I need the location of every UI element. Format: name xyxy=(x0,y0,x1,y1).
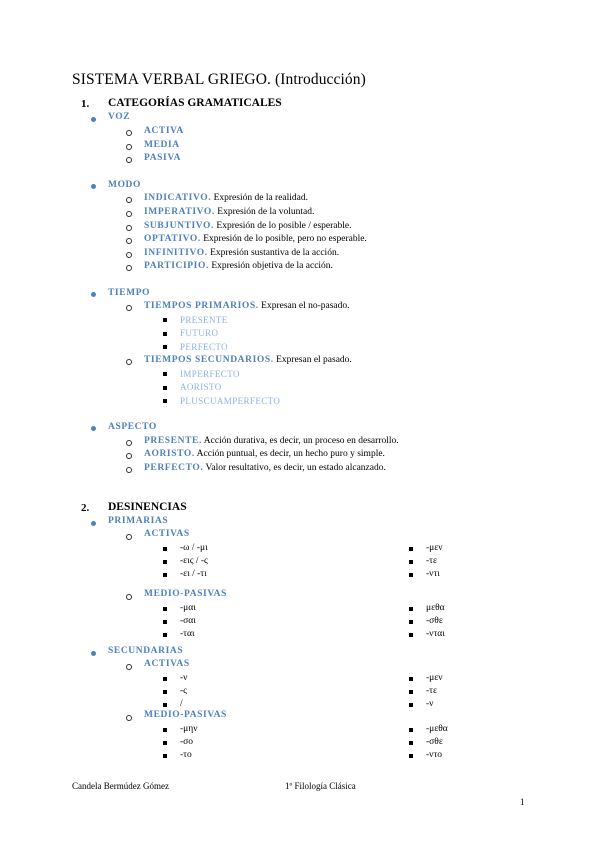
modo-item: SUBJUNTIVO. Expresión de lo posible / esperable. xyxy=(144,221,352,231)
ending-left: -ει / -τι xyxy=(180,569,207,579)
bullet-square-icon xyxy=(163,318,167,322)
bullet-square-icon xyxy=(163,633,167,637)
modo-label: MODO xyxy=(108,180,142,190)
bullet-square-icon xyxy=(409,547,413,551)
secundarias-label: SECUNDARIAS xyxy=(108,646,184,656)
page-title: SISTEMA VERBAL GRIEGO. (Introducción) xyxy=(72,71,366,88)
modo-item: INDICATIVO. Expresión de la realidad. xyxy=(144,193,309,203)
ending-right: -τε xyxy=(426,556,437,566)
primarias-medio-label: MEDIO-PASIVAS xyxy=(144,589,227,599)
bullet-square-icon xyxy=(163,607,167,611)
bullet-circle-icon xyxy=(126,157,132,163)
bullet-circle-icon xyxy=(126,715,132,721)
ending-left: / xyxy=(180,699,183,709)
tiempos-primarios: TIEMPOS PRIMARIOS. Expresan el no-pasado. xyxy=(144,301,350,311)
primarias-activas-label: ACTIVAS xyxy=(144,529,190,539)
secundarias-medio-label: MEDIO-PASIVAS xyxy=(144,710,227,720)
page-number: 1 xyxy=(520,797,525,807)
modo-item: IMPERATIVO. Expresión de la voluntad. xyxy=(144,207,315,217)
ending-left: -ς xyxy=(180,686,187,696)
bullet-disc-icon xyxy=(91,426,96,431)
ending-left: -σο xyxy=(180,737,194,747)
bullet-circle-icon xyxy=(126,664,132,670)
bullet-disc-icon xyxy=(91,117,96,122)
bullet-disc-icon xyxy=(91,292,96,297)
tiempo-label: TIEMPO xyxy=(108,288,151,298)
ending-left: -μην xyxy=(180,724,198,734)
bullet-circle-icon xyxy=(126,594,132,600)
bullet-circle-icon xyxy=(126,211,132,217)
bullet-disc-icon xyxy=(91,651,96,656)
bullet-circle-icon xyxy=(126,225,132,231)
tiempo-item: PLUSCUAMPERFECTO xyxy=(180,396,281,406)
ending-right: -σθε xyxy=(426,737,443,747)
ending-right: -ντο xyxy=(426,750,443,760)
voz-label: VOZ xyxy=(108,112,131,122)
footer-course: 1º Filología Clásica xyxy=(285,781,356,791)
section-1-heading: CATEGORÍAS GRAMATICALES xyxy=(108,97,282,109)
bullet-square-icon xyxy=(163,386,167,390)
primarias-label: PRIMARIAS xyxy=(108,516,169,526)
modo-item: OPTATIVO. Expresión de lo posible, pero no esperable. xyxy=(144,234,367,244)
bullet-circle-icon xyxy=(126,144,132,150)
bullet-square-icon xyxy=(409,741,413,745)
bullet-square-icon xyxy=(163,620,167,624)
modo-item: PARTICIPIO. Expresión objetiva de la acción. xyxy=(144,261,333,271)
ending-left: -το xyxy=(180,750,192,760)
bullet-square-icon xyxy=(163,754,167,758)
bullet-square-icon xyxy=(163,547,167,551)
bullet-square-icon xyxy=(163,573,167,577)
bullet-circle-icon xyxy=(126,197,132,203)
ending-right: -μεν xyxy=(426,543,443,553)
bullet-square-icon xyxy=(409,754,413,758)
tiempo-item: IMPERFECTO xyxy=(180,369,240,379)
voz-item: PASIVA xyxy=(144,153,182,163)
ending-left: -σαι xyxy=(180,616,196,626)
ending-right: μεθα xyxy=(426,603,445,613)
bullet-circle-icon xyxy=(126,534,132,540)
bullet-square-icon xyxy=(163,372,167,376)
bullet-square-icon xyxy=(409,560,413,564)
ending-right: -μεθα xyxy=(426,724,448,734)
bullet-square-icon xyxy=(409,607,413,611)
bullet-square-icon xyxy=(409,703,413,707)
tiempo-item: FUTURO xyxy=(180,328,219,338)
bullet-square-icon xyxy=(163,677,167,681)
bullet-square-icon xyxy=(409,690,413,694)
bullet-square-icon xyxy=(409,620,413,624)
section-2-number: 2. xyxy=(81,502,90,514)
bullet-square-icon xyxy=(163,560,167,564)
ending-right: -νται xyxy=(426,629,445,639)
aspecto-label: ASPECTO xyxy=(108,422,157,432)
bullet-disc-icon xyxy=(91,184,96,189)
ending-right: -ντι xyxy=(426,569,440,579)
ending-right: -σθε xyxy=(426,616,443,626)
bullet-disc-icon xyxy=(91,521,96,526)
tiempo-item: AORISTO xyxy=(180,382,222,392)
tiempo-item: PERFECTO xyxy=(180,342,229,352)
bullet-square-icon xyxy=(163,332,167,336)
bullet-square-icon xyxy=(409,677,413,681)
ending-left: -μαι xyxy=(180,603,196,613)
bullet-square-icon xyxy=(163,728,167,732)
voz-item: MEDIA xyxy=(144,140,180,150)
bullet-circle-icon xyxy=(126,238,132,244)
aspecto-item: AORISTO. Acción puntual, es decir, un hecho puro y simple. xyxy=(144,449,385,459)
bullet-circle-icon xyxy=(126,265,132,271)
section-1-number: 1. xyxy=(81,98,90,110)
bullet-square-icon xyxy=(409,728,413,732)
voz-item: ACTIVA xyxy=(144,126,184,136)
bullet-circle-icon xyxy=(126,440,132,446)
ending-right: -τε xyxy=(426,686,437,696)
bullet-square-icon xyxy=(409,573,413,577)
bullet-square-icon xyxy=(409,633,413,637)
footer-author: Candela Bermúdez Gómez xyxy=(72,781,169,791)
secundarias-activas-label: ACTIVAS xyxy=(144,659,190,669)
tiempos-secundarios: TIEMPOS SECUNDARIOS. Expresan el pasado. xyxy=(144,355,352,365)
ending-right: -ν xyxy=(426,699,434,709)
aspecto-item: PRESENTE. Acción durativa, es decir, un proceso en desarrollo. xyxy=(144,436,399,446)
ending-left: -ν xyxy=(180,673,188,683)
bullet-circle-icon xyxy=(126,305,132,311)
bullet-square-icon xyxy=(163,345,167,349)
ending-right: -μεν xyxy=(426,673,443,683)
aspecto-item: PERFECTO. Valor resultativo, es decir, un estado alcanzado. xyxy=(144,463,386,473)
ending-left: -ω / -μι xyxy=(180,543,208,553)
bullet-square-icon xyxy=(163,399,167,403)
ending-left: -εις / -ς xyxy=(180,556,208,566)
bullet-square-icon xyxy=(163,703,167,707)
modo-item: INFINITIVO. Expresión sustantiva de la acción. xyxy=(144,248,340,258)
ending-left: -ται xyxy=(180,629,195,639)
bullet-circle-icon xyxy=(126,467,132,473)
section-2-heading: DESINENCIAS xyxy=(108,501,187,513)
bullet-square-icon xyxy=(163,690,167,694)
bullet-circle-icon xyxy=(126,453,132,459)
bullet-circle-icon xyxy=(126,252,132,258)
bullet-circle-icon xyxy=(126,359,132,365)
tiempo-item: PRESENTE xyxy=(180,315,228,325)
bullet-square-icon xyxy=(163,741,167,745)
bullet-circle-icon xyxy=(126,130,132,136)
